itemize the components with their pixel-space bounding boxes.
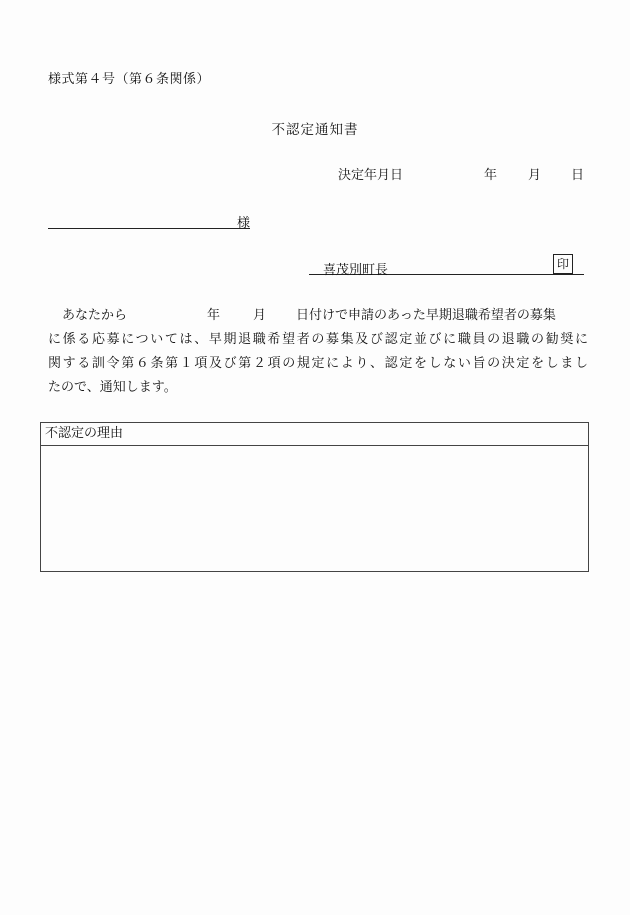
- notice-body: [48, 304, 588, 400]
- seal-mark: 印: [553, 254, 573, 274]
- decision-date-label: 決定年月日: [338, 168, 404, 183]
- body-line1-start: あなたから: [62, 308, 128, 323]
- body-line-1: [48, 304, 588, 328]
- addressee-suffix: 様: [236, 216, 250, 231]
- body-line3-text: 関する訓令第６条第１項及び第２項の規定により、認定をしない旨の決定をしまし: [48, 356, 588, 371]
- reason-content-field[interactable]: [41, 446, 588, 570]
- reason-label: 不認定の理由: [41, 423, 588, 446]
- body-line-4: [48, 376, 588, 400]
- issuer-line: [309, 257, 584, 278]
- reason-box: [40, 422, 589, 572]
- body-line-2: [48, 328, 588, 352]
- body-line1-rest: 日付けで申請のあった早期退職希望者の募集: [296, 308, 556, 323]
- body-line-3: [48, 352, 588, 376]
- body-line2-text: に係る応募については、早期退職希望者の募集及び認定並びに職員の退職の勧奨に: [48, 332, 588, 347]
- body-line1-month: 月: [253, 308, 267, 323]
- document-title: 不認定通知書: [271, 122, 359, 138]
- body-line1-year: 年: [207, 308, 221, 323]
- decision-date-day: 日: [571, 168, 585, 183]
- body-line4-text: たので、通知します。: [48, 380, 177, 395]
- form-number: 様式第４号（第６条関係）: [48, 72, 211, 87]
- issuer-name: 喜茂別町長: [323, 263, 389, 278]
- decision-date-year: 年: [484, 168, 498, 183]
- decision-date-month: 月: [528, 168, 542, 183]
- addressee-line[interactable]: [48, 212, 250, 229]
